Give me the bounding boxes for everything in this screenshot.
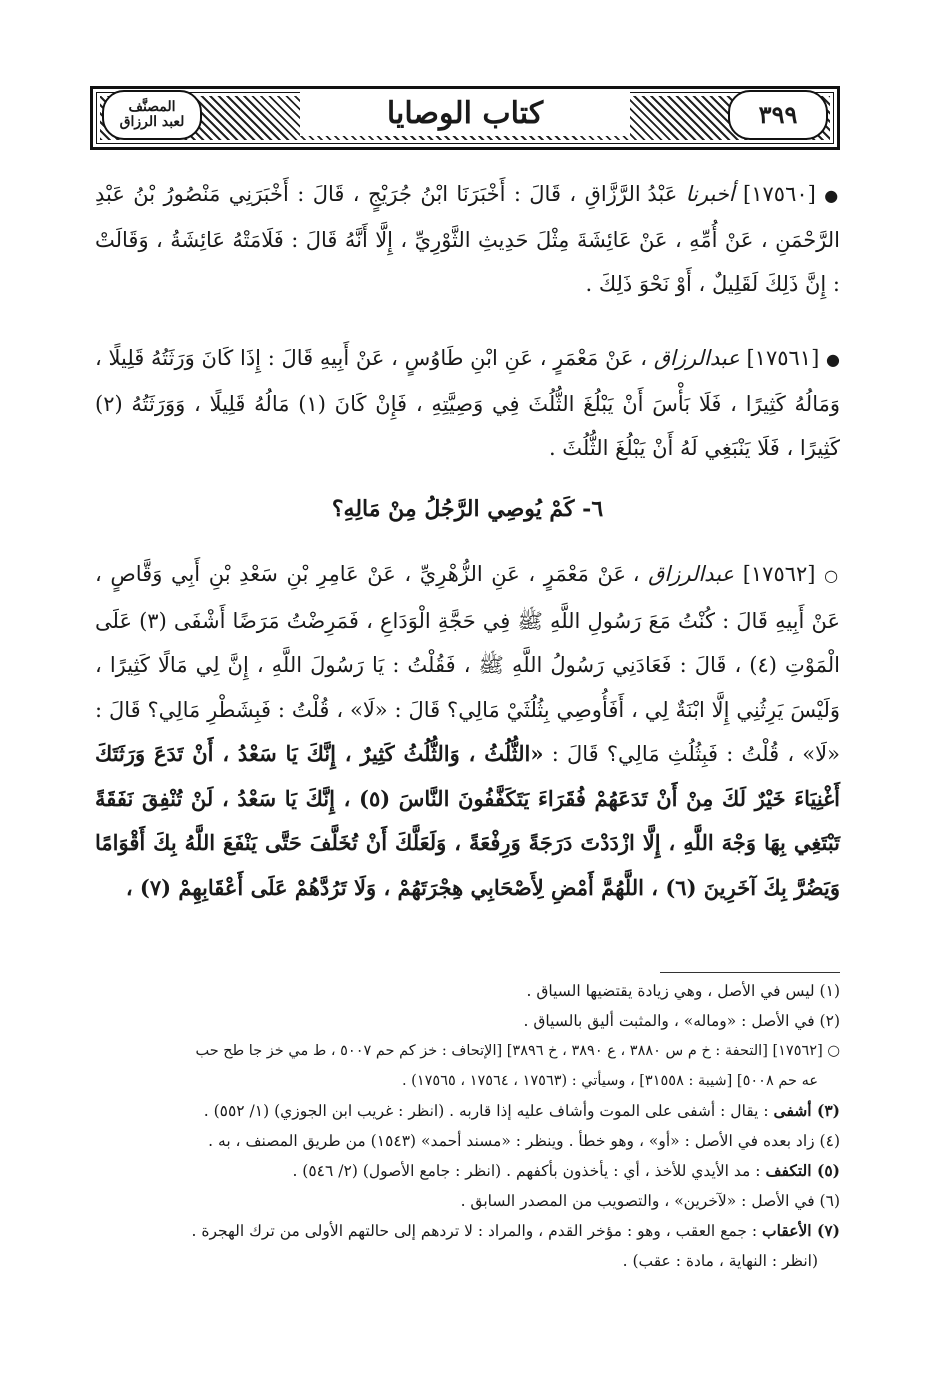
entry-text: ، عَنْ مَعْمَرٍ ، عَنِ ابْنِ طَاوُسٍ ، عَنْ أَبِيهِ قَالَ : إِذَا كَانَ وَرَثَتُهُ قَلِيلًا ، وَمَالُهُ كَثِيرًا ، فَلَا بَأْسَ أَنْ يَبْلُغَ الثُّلُثَ فِي وَصِيَّتِهِ ، فَإِنْ كَانَ (١) مَالُهُ قَلِيلًا ، وَوَرَثَتُهُ (٢) كَثِيرًا ، فَلَا يَنْبَغِي لَهُ أَنْ يَبْلُغَ الثُّلُثَ . bbox=[95, 346, 840, 460]
footnote: (انظر : النهاية ، مادة : عقب) . bbox=[622, 1252, 818, 1270]
hadith-entry bbox=[95, 336, 840, 470]
entry-number: [١٧٥٦٢] bbox=[742, 562, 816, 586]
footnote: (٥) التكفف : مد الأيدي للأخذ ، أي : يأخذون بأكفهم . (انظر : جامع الأصول) (٢/ ٥٤٦) . bbox=[292, 1161, 840, 1180]
footnotes bbox=[95, 976, 840, 1276]
footnote: (٦) في الأصل : «لآخرين» ، والتصويب من المصدر السابق . bbox=[460, 1192, 840, 1210]
hadith-entry bbox=[95, 552, 840, 910]
footnote: عه حم ٥٠٠٨] [شيبة : ٣١٥٥٨] ، وسيأتي : (١٧٥٦٣ ، ١٧٥٦٤ ، ١٧٥٦٥) . bbox=[401, 1073, 818, 1089]
bullet-icon: ● bbox=[824, 186, 840, 205]
section-heading: ٦- كَمْ يُوصِي الرَّجُلُ مِنْ مَالِهِ؟ bbox=[331, 496, 604, 522]
footnote: (١) ليس في الأصل ، وهي زيادة يقتضيها السياق . bbox=[526, 982, 840, 1000]
book-emblem: المصنَّف لعبد الرزاق bbox=[102, 90, 202, 140]
page-header bbox=[90, 86, 840, 150]
entry-text: عَبْدُ الرَّزَّاقِ ، قَالَ : أَخْبَرَنَا ابْنُ جُرَيْجٍ ، قَالَ : أَخْبَرَنِي مَنْصُورُ بْنُ عَبْدِ الرَّحْمَنِ ، عَنْ أُمِّهِ ، عَنْ عَائِشَةَ مِثْلَ حَدِيثِ الثَّوْرِيِّ ، إِلَّا أَنَّهُ قَالَ : فَلَامَتْهُ عَائِشَةُ ، وَقَالَتْ : إِنَّ ذَلِكَ لَقَلِيلٌ ، أَوْ نَحْوَ ذَلِكَ . bbox=[95, 182, 840, 296]
hadith-entry bbox=[95, 172, 840, 306]
footnote: (٧) الأعقاب : جمع العقب ، وهو : مؤخر القدم ، والمراد : لا تردهم إلى حالتهم الأولى من ترك الهجرة . bbox=[191, 1221, 840, 1240]
footnote: (٣) أشفى : يقال : أشفى على الموت وأشاف عليه إذا قاربه . (انظر : غريب ابن الجوزي) (١/ ٥٥٢) . bbox=[203, 1101, 840, 1120]
entry-text: ، عَنْ مَعْمَرٍ ، عَنِ الزُّهْرِيِّ ، عَنْ عَامِرِ بْنِ سَعْدِ بْنِ أَبِي وَقَّاصٍ ، عَنْ أَبِيهِ قَالَ : كُنْتُ مَعَ رَسُولِ اللَّهِ ﷺ فِي حَجَّةِ الْوَدَاعِ ، فَمَرِضْتُ مَرَضًا أَشْفَى (٣) عَلَى الْمَوْتِ (٤) ، قَالَ : فَعَادَنِي رَسُولُ اللَّهِ ﷺ ، فَقُلْتُ : يَا رَسُولَ اللَّهِ ، إِنَّ لِي مَالًا كَثِيرًا ، وَلَيْسَ يَرِثُنِي إِلَّا ابْنَةٌ لِي ، أَفَأُوصِي بِثُلُثَيْ مَالِي؟ قَالَ : «لَا» ، قُلْتُ : فَبِشَطْرِ مَالِي؟ قَالَ : «لَا» ، قُلْتُ : فَبِثُلُثِ مَالِي؟ قَالَ : bbox=[95, 562, 840, 766]
footnote: (٢) في الأصل : «وماله» ، والمثبت أليق بالسياق . bbox=[523, 1012, 840, 1030]
entry-intro: عبدالرزاق bbox=[648, 562, 735, 586]
bullet-icon: ○ bbox=[824, 566, 840, 585]
entry-number: [١٧٥٦١] bbox=[746, 346, 820, 370]
page-number: ٣٩٩ bbox=[728, 90, 828, 140]
entry-intro: عبدالرزاق bbox=[653, 346, 740, 370]
chapter-title: كتاب الوصايا bbox=[300, 90, 630, 136]
entry-number: [١٧٥٦٠] bbox=[743, 182, 816, 206]
footnote: ○ [١٧٥٦٢] [التحفة : خ م س ٣٨٨٠ ، ع ٣٨٩٠ ، خ ٣٨٩٦] [الإتحاف : خز كم حم ٥٠٠٧ ، ط مي خز جا طح حب bbox=[195, 1043, 840, 1059]
footnote: (٤) زاد بعده في الأصل : «أو» ، وهو خطأ . وينظر : «مسند أحمد» (١٥٤٣) من طريق المصنف ، به . bbox=[208, 1132, 840, 1150]
footnote-divider bbox=[660, 972, 840, 973]
bullet-icon: ● bbox=[826, 350, 840, 369]
hadith-text: «الثُّلُثُ ، وَالثُّلُثُ كَثِيرٌ ، إِنَّكَ يَا سَعْدُ ، أَنْ تَدَعَ وَرَثَتَكَ أَغْنِيَاءَ خَيْرٌ لَكَ مِنْ أَنْ تَدَعَهُمْ فُقَرَاءَ يَتَكَفَّفُونَ النَّاسَ (٥) ، إِنَّكَ يَا سَعْدُ ، لَنْ تُنْفِقَ نَفَقَةً تَبْتَغِي بِهَا وَجْهَ اللَّهِ ، إِلَّا ازْدَدْتَ دَرَجَةً وَرِفْعَةً ، وَلَعَلَّكَ أَنْ تُخَلَّفَ حَتَّى يَنْفَعَ اللَّهُ بِكَ أَقْوَامًا وَيَضُرَّ بِكَ آخَرِينَ (٦) ، اللَّهُمَّ أَمْضِ لِأَصْحَابِي هِجْرَتَهُمْ ، وَلَا تَرُدَّهُمْ عَلَى أَعْقَابِهِمْ (٧) ، bbox=[95, 741, 840, 900]
entry-intro: أخبرنا bbox=[685, 182, 735, 206]
